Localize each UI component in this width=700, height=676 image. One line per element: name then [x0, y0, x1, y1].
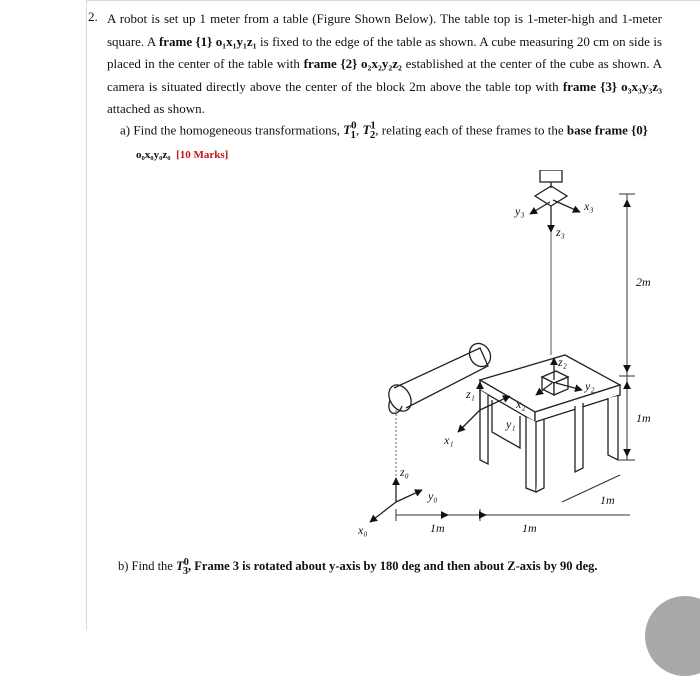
x3-label: x₃: [584, 199, 594, 213]
z3-label: z₃: [556, 225, 565, 239]
dim-2m-label: 2m: [636, 275, 651, 289]
dim-1m-mid-label: 1m: [522, 521, 537, 535]
y2-label: y₂: [585, 379, 595, 393]
part-a-suffix: , relating each of these frames to the: [375, 122, 567, 138]
dim-1m-left-label: 1m: [430, 521, 445, 535]
frame2-label: frame {2}: [303, 56, 358, 72]
part-a-prefix: a) Find the homogeneous transformations,: [120, 122, 344, 138]
dim-1m-base-label: 1m: [600, 493, 615, 507]
y1-label: y₁: [506, 417, 516, 431]
t10-sup: 0: [351, 120, 357, 132]
dim-1m-right-label: 1m: [636, 411, 651, 425]
part-b-prefix: b) Find the: [118, 559, 176, 574]
intro-text-4: attached as shown.: [107, 101, 205, 117]
z1-label: z₁: [466, 387, 475, 401]
y3-label: y₃: [515, 204, 525, 218]
t10-sub: 1: [350, 128, 356, 141]
frame2-symbol: o₂x₂y₂z₂: [361, 56, 402, 72]
part-b-suffix: , Frame 3 is rotated about y-axis by 180 deg and then about Z-axis by 90 deg.: [188, 559, 598, 574]
t21-sub: 2: [369, 128, 376, 141]
question-text: [107, 8, 662, 121]
part-a-sep: ,: [355, 122, 363, 138]
frame0-symbol: o₀x₀y₀z₀: [136, 149, 171, 161]
x2-label: x₂: [516, 397, 526, 411]
intro-text-3: established at the center of the cube as shown. A camera is situated directly above the center of the block 2m above the table top with: [107, 56, 662, 94]
marks-badge: [10 Marks]: [176, 149, 229, 161]
x0-label: x₀: [358, 523, 368, 537]
frame1-symbol: o₁x₁y₁z₁: [215, 33, 257, 49]
y0-label: y₀: [428, 489, 438, 503]
intro-text-2: is fixed to the edge of the table as shown. A cube measuring 20 cm on side is placed in the center of the table with: [107, 33, 663, 72]
part-b: [118, 557, 598, 577]
camera-shape: [535, 170, 567, 206]
t30-symbol: T: [175, 559, 184, 574]
base-frame-label: base frame {0}: [566, 122, 648, 138]
frame1-label: frame {1}: [158, 33, 213, 49]
page-border-left: [86, 0, 87, 630]
x1-label: x₁: [444, 433, 454, 447]
intro-text-1: A robot is set up 1 meter from a table (Figure Shown Below). The table top is 1-meter-high and 1-meter square. A: [107, 11, 662, 49]
t10-symbol: T: [343, 122, 352, 138]
frame3-symbol: o₃x₃y₃z₃: [621, 78, 662, 94]
part-a: [120, 120, 648, 141]
frame3-label: frame {3}: [562, 78, 617, 94]
robot-table-figure: [330, 170, 670, 540]
page-border-top: [86, 0, 700, 1]
z0-label: z₀: [400, 465, 409, 479]
question-number: 2.: [88, 9, 98, 24]
z2-label: z₂: [558, 355, 567, 369]
marks-line: [136, 149, 228, 161]
t21-symbol: T: [362, 122, 371, 138]
t21-sup: 1: [370, 120, 376, 132]
t30-sub: 3: [182, 565, 189, 577]
t30-sup: 0: [183, 557, 189, 568]
corner-avatar-blob: [645, 596, 700, 676]
